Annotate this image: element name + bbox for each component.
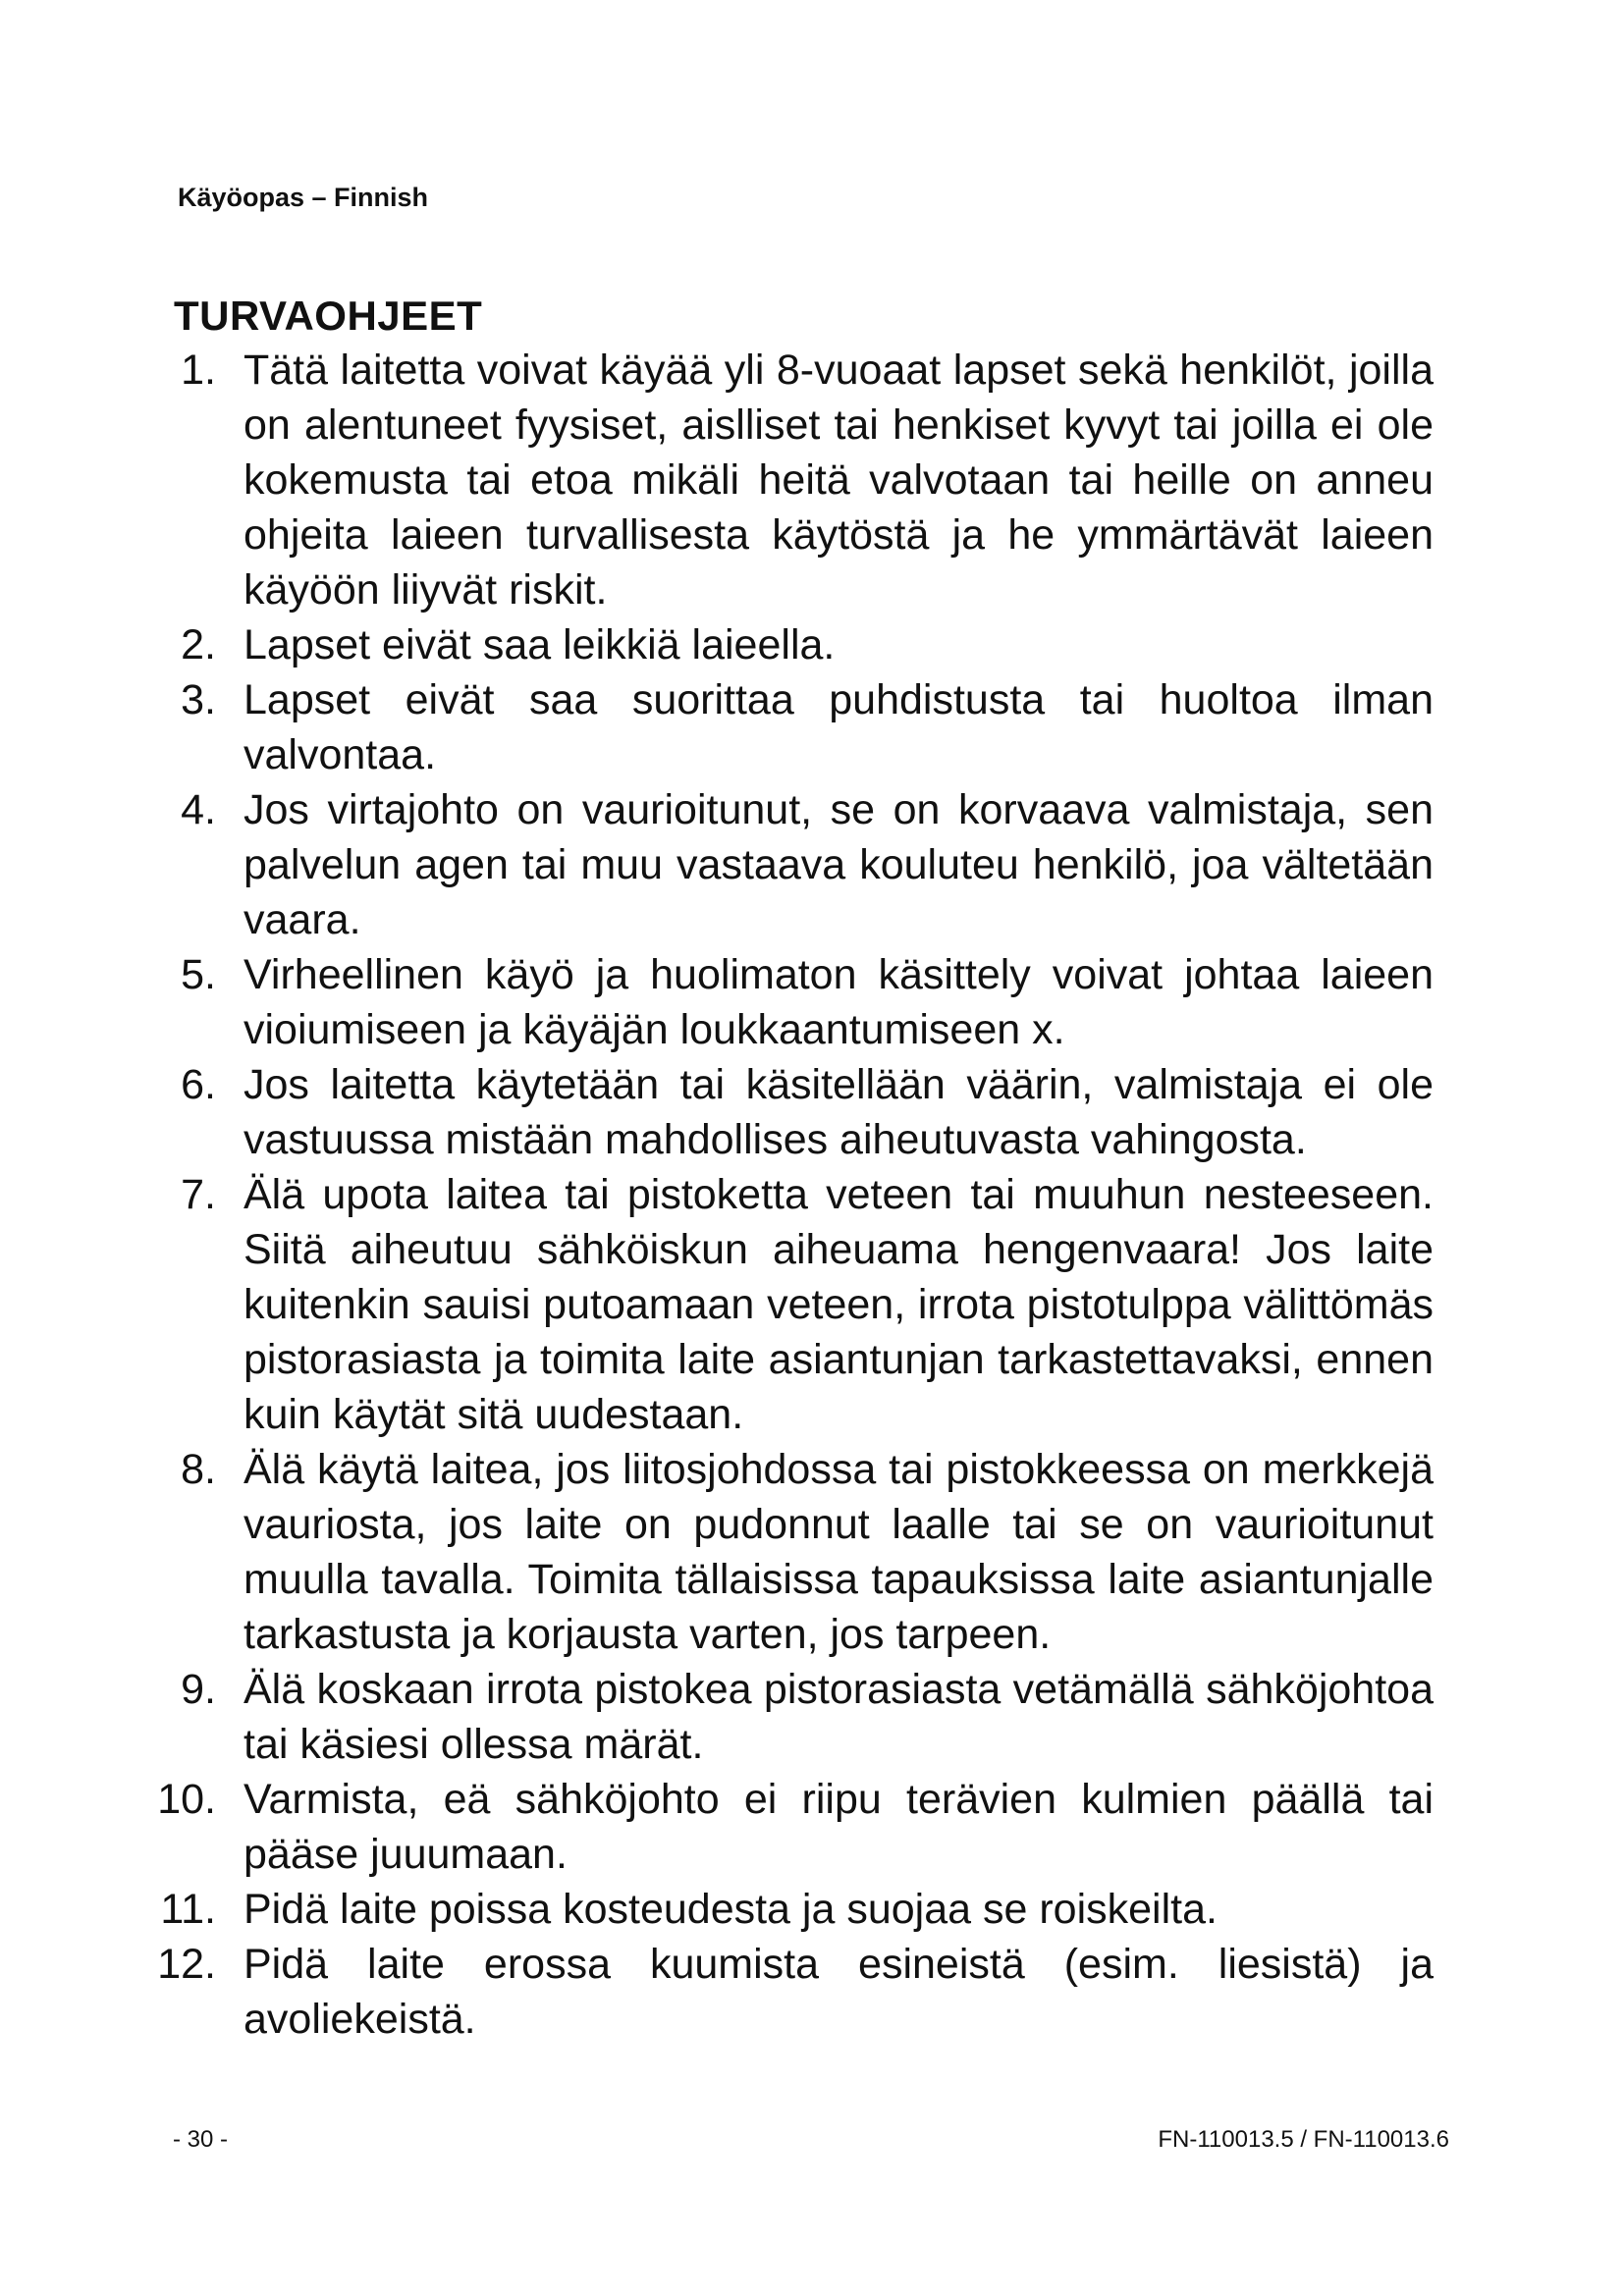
section-title: TURVAOHJEET (174, 293, 483, 339)
document-header: Käyöopas – Finnish (178, 183, 429, 212)
list-item (113, 782, 1488, 947)
list-item (113, 1057, 1488, 1167)
item-number: 3. (181, 676, 216, 723)
item-number: 5. (181, 951, 216, 998)
list-item (113, 343, 1488, 617)
list-item (113, 1937, 1488, 2047)
item-text: Jos virtajohto on vaurioitunut, se on korvaava valmistaja, sen palvelun agen tai muu vastaava kouluteu henkilö, joa vältetään vaara. (244, 786, 1434, 943)
item-number: 2. (181, 621, 216, 668)
item-text: Pidä laite erossa kuumista esineistä (esim. liesistä) ja avoliekeistä. (244, 1941, 1434, 2043)
item-number: 1. (181, 347, 216, 394)
list-item (113, 1772, 1488, 1882)
item-number: 12. (157, 1941, 216, 1988)
item-number: 7. (181, 1171, 216, 1218)
list-item (113, 947, 1488, 1057)
item-number: 4. (181, 786, 216, 833)
item-number: 8. (181, 1446, 216, 1493)
item-text: Pidä laite poissa kosteudesta ja suojaa se roiskeilta. (244, 1886, 1218, 1933)
item-text: Lapset eivät saa suorittaa puhdistusta tai huoltoa ilman valvontaa. (244, 676, 1434, 778)
item-text: Varmista, eä sähköjohto ei riipu terävien kulmien päällä tai pääse juuumaan. (244, 1776, 1434, 1878)
item-number: 10. (157, 1776, 216, 1823)
item-number: 11. (160, 1886, 216, 1933)
list-item (113, 1167, 1488, 1442)
safety-instructions-list (113, 343, 1488, 2047)
list-item (113, 1442, 1488, 1662)
item-text: Tätä laitetta voivat käyää yli 8-vuoaat lapset sekä henkilöt, joilla on alentuneet fyysiset, aislliset tai henkiset kyvyt tai joilla ei ole kokemusta tai etoa mikäli heitä valvotaan tai heille on anneu ohjeita laieen turvallisesta käytöstä ja he ymmärtävät laieen käyöön liiyvät riskit. (244, 347, 1434, 614)
page-number: - 30 - (173, 2126, 229, 2153)
item-text: Älä käytä laitea, jos liitosjohdossa tai pistokkeessa on merkkejä vauriosta, jos laite on pudonnut laalle tai se on vaurioitunut muulla tavalla. Toimita tällaisissa tapauksissa laite asiantunjalle tarkastusta ja korjausta varten, jos tarpeen. (244, 1446, 1434, 1658)
list-item (113, 1882, 1488, 1937)
list-item (113, 617, 1488, 672)
item-number: 6. (181, 1061, 216, 1108)
item-number: 9. (181, 1666, 216, 1713)
item-text: Jos laitetta käytetään tai käsitellään väärin, valmistaja ei ole vastuussa mistään mahdollises aiheutuvasta vahingosta. (244, 1061, 1434, 1163)
item-text: Älä koskaan irrota pistokea pistorasiasta vetämällä sähköjohtoa tai käsiesi ollessa märät. (244, 1666, 1434, 1768)
model-number: FN-110013.5 / FN-110013.6 (1158, 2126, 1449, 2153)
item-text: Lapset eivät saa leikkiä laieella. (244, 621, 836, 668)
item-text: Virheellinen käyö ja huolimaton käsittely voivat johtaa laieen vioiumiseen ja käyäjän loukkaantumiseen x. (244, 951, 1434, 1053)
list-item (113, 1662, 1488, 1772)
list-item (113, 672, 1488, 782)
item-text: Älä upota laitea tai pistoketta veteen tai muuhun nesteeseen. Siitä aiheutuu sähköiskun aiheuama hengenvaara! Jos laite kuitenkin sauisi putoamaan veteen, irrota pistotulppa välittömäs pistorasiasta ja toimita laite asiantunjan tarkastettavaksi, ennen kuin käytät sitä uudestaan. (244, 1171, 1434, 1438)
